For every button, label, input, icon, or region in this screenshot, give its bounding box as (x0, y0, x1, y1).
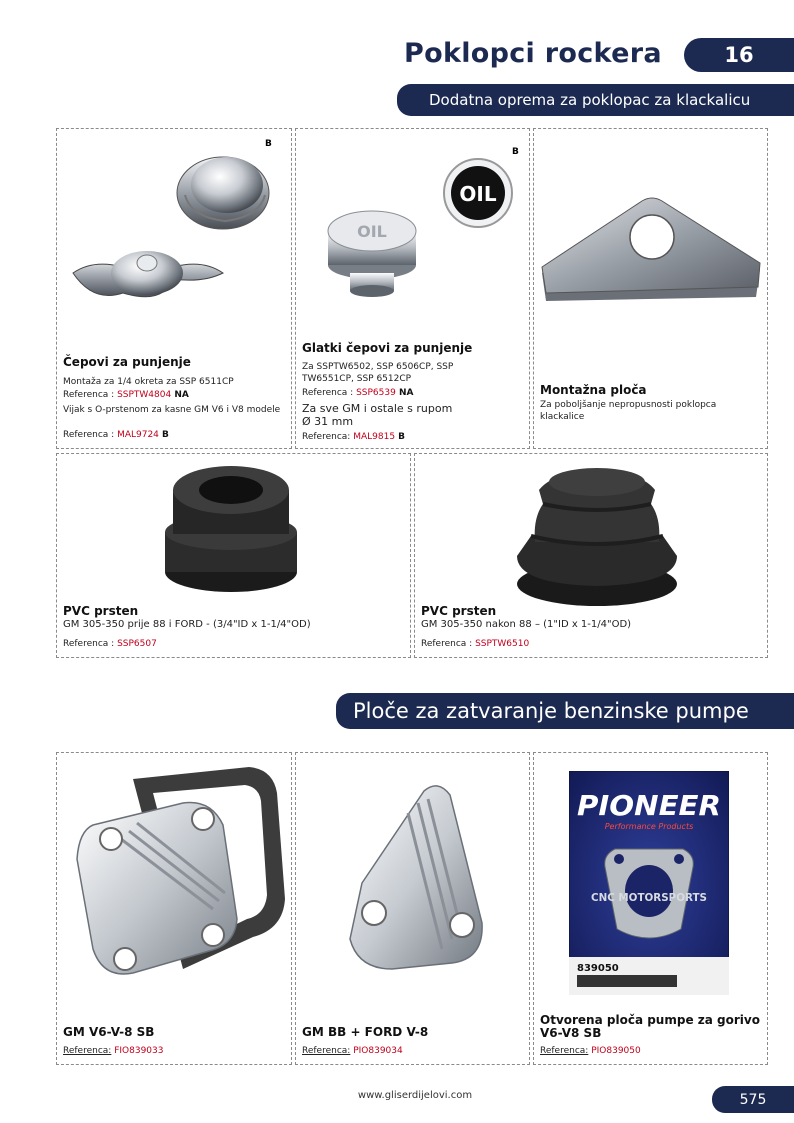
filler-caps-image (65, 143, 285, 343)
product-description: Za SSPTW6502, SSP 6506CP, SSP TW6551CP, SSP 6512CP (302, 362, 454, 384)
reference-availability: B (395, 432, 406, 442)
oil-plug-label: OIL (357, 222, 387, 241)
reference-code: SSPTW6510 (475, 639, 530, 649)
pioneer-brand-subtext: Performance Products (604, 822, 694, 831)
reference-code: PIO839050 (588, 1046, 641, 1056)
pioneer-brand-text: PIONEER (577, 789, 721, 822)
product-card-pvc-grommet-post88 (414, 453, 768, 658)
reference-availability: NA (171, 390, 189, 400)
product-reference (63, 430, 169, 440)
footer-website: www.gliserdijelovi.com (357, 1090, 473, 1101)
product-title-line2: V6-V8 SB (540, 1026, 602, 1040)
pvc-plug-image (513, 460, 681, 608)
reference-code: SSPTW4804 (117, 390, 172, 400)
subsection-banner: Dodatna oprema za poklopac za klackalicu (397, 84, 794, 116)
section-banner: Ploče za zatvaranje benzinske pumpe (336, 693, 794, 729)
reference-label: Referenca : (63, 639, 118, 649)
reference-label: Referenca: (63, 1046, 112, 1056)
smooth-filler-caps-image (320, 153, 520, 313)
fuel-pump-plate-image (63, 759, 289, 989)
product-title: GM BB + FORD V-8 (302, 1025, 429, 1039)
product-description: GM 305-350 prije 88 i FORD - (3/4"ID x 1-1/4"OD) (63, 619, 311, 630)
oil-cap-label: OIL (459, 182, 497, 206)
product-card-pvc-grommet-pre88 (56, 453, 411, 658)
product-title: Čepovi za punjenje (63, 355, 191, 369)
chapter-number-tab: 16 (684, 38, 794, 72)
product-reference (302, 1046, 403, 1056)
product-description: Za sve GM i ostale s rupom Ø 31 mm (302, 402, 453, 428)
reference-label: Referenca: (302, 1046, 351, 1056)
reference-code: SSP6539 (356, 388, 396, 398)
product-card-smooth-filler-caps (295, 128, 530, 449)
product-card-fuel-pump-plate-gm-sb (56, 752, 292, 1065)
product-reference (302, 432, 405, 442)
reference-label: Referenca : (302, 388, 357, 398)
reference-code: MAL9815 (353, 432, 396, 442)
reference-label: Referenca : (63, 430, 118, 440)
mounting-plate-image (538, 197, 766, 307)
product-title: PVC prsten (63, 604, 139, 618)
product-card-mounting-plate (533, 128, 768, 449)
product-reference (63, 639, 157, 649)
reference-label: Referenca : (421, 639, 476, 649)
product-badge: B (265, 139, 272, 149)
product-title: PVC prsten (421, 604, 497, 618)
reference-code: SSP6507 (117, 639, 157, 649)
product-description: Za poboljšanje nepropusnosti poklopca klackalice (540, 400, 717, 422)
product-title: Glatki čepovi za punjenje (302, 341, 473, 355)
pioneer-package-image (569, 771, 729, 995)
product-reference (63, 390, 189, 400)
product-reference (421, 639, 529, 649)
product-card-open-fuel-pump-plate (533, 752, 768, 1065)
reference-label: Referenca: (540, 1046, 589, 1056)
fuel-pump-plate-image (306, 773, 520, 993)
product-card-filler-caps (56, 128, 292, 449)
product-description: Montaža za 1/4 okreta za SSP 6511CP (63, 377, 234, 387)
package-label-text: CNC MOTORSPORTS (591, 891, 708, 904)
reference-availability: B (158, 430, 169, 440)
reference-availability: NA (395, 388, 414, 398)
reference-code: FIO839033 (111, 1046, 164, 1056)
product-reference (63, 1046, 163, 1056)
product-title: Montažna ploča (540, 383, 647, 397)
reference-code: PIO839034 (350, 1046, 403, 1056)
page-number: 575 (712, 1086, 794, 1113)
product-title: GM V6-V-8 SB (63, 1025, 155, 1039)
reference-label: Referenca : (63, 390, 118, 400)
product-badge: B (512, 147, 519, 157)
product-description: GM 305-350 nakon 88 – (1"ID x 1-1/4"OD) (421, 619, 632, 630)
reference-label: Referenca: (302, 432, 354, 442)
product-title: Otvorena ploča pumpe za gorivo (540, 1013, 760, 1027)
pvc-grommet-image (161, 460, 301, 596)
reference-code: MAL9724 (117, 430, 159, 440)
product-card-fuel-pump-plate-gm-bb-ford (295, 752, 530, 1065)
package-part-number: 839050 (577, 963, 619, 974)
product-reference (302, 388, 413, 398)
product-description: Vijak s O-prstenom za kasne GM V6 i V8 modele (63, 405, 281, 415)
page-title: Poklopci rockera (404, 38, 662, 69)
product-reference (540, 1046, 641, 1056)
